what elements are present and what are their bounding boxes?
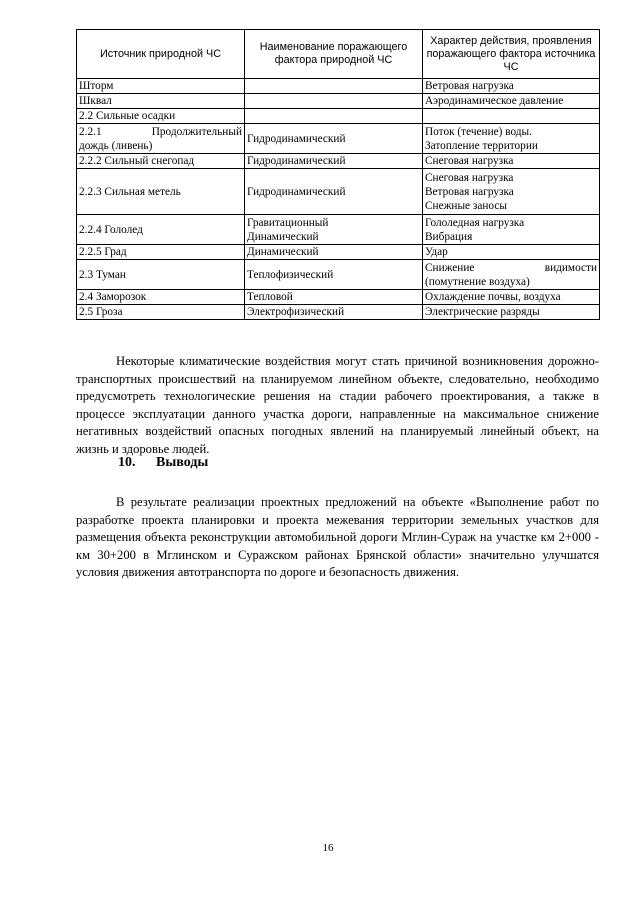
cell-line: Шквал [79, 95, 112, 107]
cell-line: 2.2.1 Продолжительный [79, 125, 242, 138]
cell-effect [423, 94, 600, 109]
cell-line: Удар [425, 246, 448, 258]
cell-source [77, 290, 245, 305]
cell-line: 2.3 Туман [79, 268, 126, 281]
cell-factor [245, 169, 423, 215]
cell-effect [423, 260, 600, 290]
cell-source [77, 109, 245, 124]
cell-factor [245, 94, 423, 109]
cell-factor [245, 109, 423, 124]
cell-line: 2.4 Заморозок [79, 291, 147, 303]
cell-line: Охлаждение почвы, воздуха [425, 291, 561, 303]
section-number: 10. [118, 455, 136, 470]
cell-line: Аэродинамическое давление [425, 95, 564, 107]
cell-line: 2.2.2 Сильный снегопад [79, 155, 195, 167]
cell-effect [423, 79, 600, 94]
cell-factor [245, 245, 423, 260]
table-header-row [77, 30, 600, 79]
cell-effect [423, 245, 600, 260]
page-number: 16 [322, 842, 334, 854]
cell-line: Вибрация [425, 230, 473, 243]
table-row [77, 305, 600, 320]
cell-source [77, 305, 245, 320]
cell-line: Ветровая нагрузка [425, 185, 514, 198]
cell-source [77, 245, 245, 260]
cell-line: дождь (ливень) [79, 139, 153, 152]
cell-factor [245, 305, 423, 320]
cell-line: Гравитационный [247, 216, 329, 229]
table-row [77, 94, 600, 109]
cell-effect [423, 154, 600, 169]
cell-effect [423, 109, 600, 124]
cell-factor [245, 79, 423, 94]
table-row [77, 169, 600, 215]
table-row [77, 154, 600, 169]
cell-factor [245, 124, 423, 154]
cell-factor [245, 154, 423, 169]
cell-source [77, 169, 245, 215]
conclusion-paragraph: В результате реализации проектных предложений на объекте «Выполнение работ по разработке проекта планировки и проекта межевания территории земельных участков для размещения объекта реконструкции автомобильной дороги Мглин-Сураж на участке км 2+000 - км 30+200 в Мглинском и Суражском районах Брянской области» значительно улучшатся условия движения автотранспорта по дороге и безопасность движения. [76, 495, 599, 579]
cell-line: Затопление территории [425, 139, 538, 152]
cell-line: Тепловой [247, 291, 293, 303]
cell-source [77, 79, 245, 94]
cell-line: 2.2 Сильные осадки [79, 110, 176, 122]
cell-line: (помутнение воздуха) [425, 275, 530, 288]
cell-factor [245, 290, 423, 305]
cell-line: Динамический [247, 230, 319, 243]
cell-line: 2.2.5 Град [79, 246, 127, 258]
cell-effect [423, 169, 600, 215]
section-title: Выводы [156, 455, 209, 470]
cell-line: Динамический [247, 246, 319, 258]
cell-source [77, 154, 245, 169]
table-row [77, 109, 600, 124]
cell-line: Снижение видимости [425, 261, 597, 274]
table-row [77, 79, 600, 94]
cell-line: Ветровая нагрузка [425, 80, 514, 92]
header-factor: Наименование поражающего фактора природной ЧС [245, 30, 423, 79]
cell-factor [245, 215, 423, 245]
cell-factor [245, 260, 423, 290]
cell-line: Гидродинамический [247, 185, 346, 198]
cell-source [77, 124, 245, 154]
cell-line: Шторм [79, 80, 114, 92]
cell-line: Снеговая нагрузка [425, 155, 514, 167]
cell-line: Поток (течение) воды. [425, 125, 532, 138]
cell-line: Электрофизический [247, 306, 345, 318]
table-row [77, 245, 600, 260]
header-effect: Характер действия, проявления поражающего фактора источника ЧС [423, 30, 600, 79]
cell-line: Снежные заносы [425, 199, 507, 212]
cell-line: 2.2.4 Гололед [79, 223, 143, 236]
cell-line: Гидродинамический [247, 155, 346, 167]
table-body [77, 79, 600, 320]
cell-effect [423, 305, 600, 320]
cell-line: Снеговая нагрузка [425, 171, 514, 184]
cell-line: Гидродинамический [247, 132, 346, 145]
cell-line: 2.2.3 Сильная метель [79, 185, 181, 198]
table-row [77, 260, 600, 290]
table-row [77, 290, 600, 305]
header-source: Источник природной ЧС [77, 30, 245, 79]
cell-line: Гололедная нагрузка [425, 216, 525, 229]
table-row [77, 124, 600, 154]
cell-source [77, 94, 245, 109]
cell-line: Электрические разряды [425, 306, 540, 318]
climate-impact-paragraph: Некоторые климатические воздействия могут стать причиной возникновения дорожно-транспортных происшествий на планируемом линейном объекте, следовательно, необходимо предусмотреть технологические решения на стадии рабочего проектирования, а также в процессе эксплуатации данного участка дороги, направленные на максимальное снижение негативных воздействий опасных погодных явлений на планируемый линейный объект, на жизнь и здоровье людей. [76, 354, 599, 456]
cell-effect [423, 215, 600, 245]
natural-hazards-table [76, 29, 600, 320]
cell-line: 2.5 Гроза [79, 306, 123, 318]
section-heading [118, 455, 208, 471]
cell-source [77, 260, 245, 290]
cell-source [77, 215, 245, 245]
cell-effect [423, 290, 600, 305]
cell-effect [423, 124, 600, 154]
table-row [77, 215, 600, 245]
cell-line: Теплофизический [247, 268, 334, 281]
